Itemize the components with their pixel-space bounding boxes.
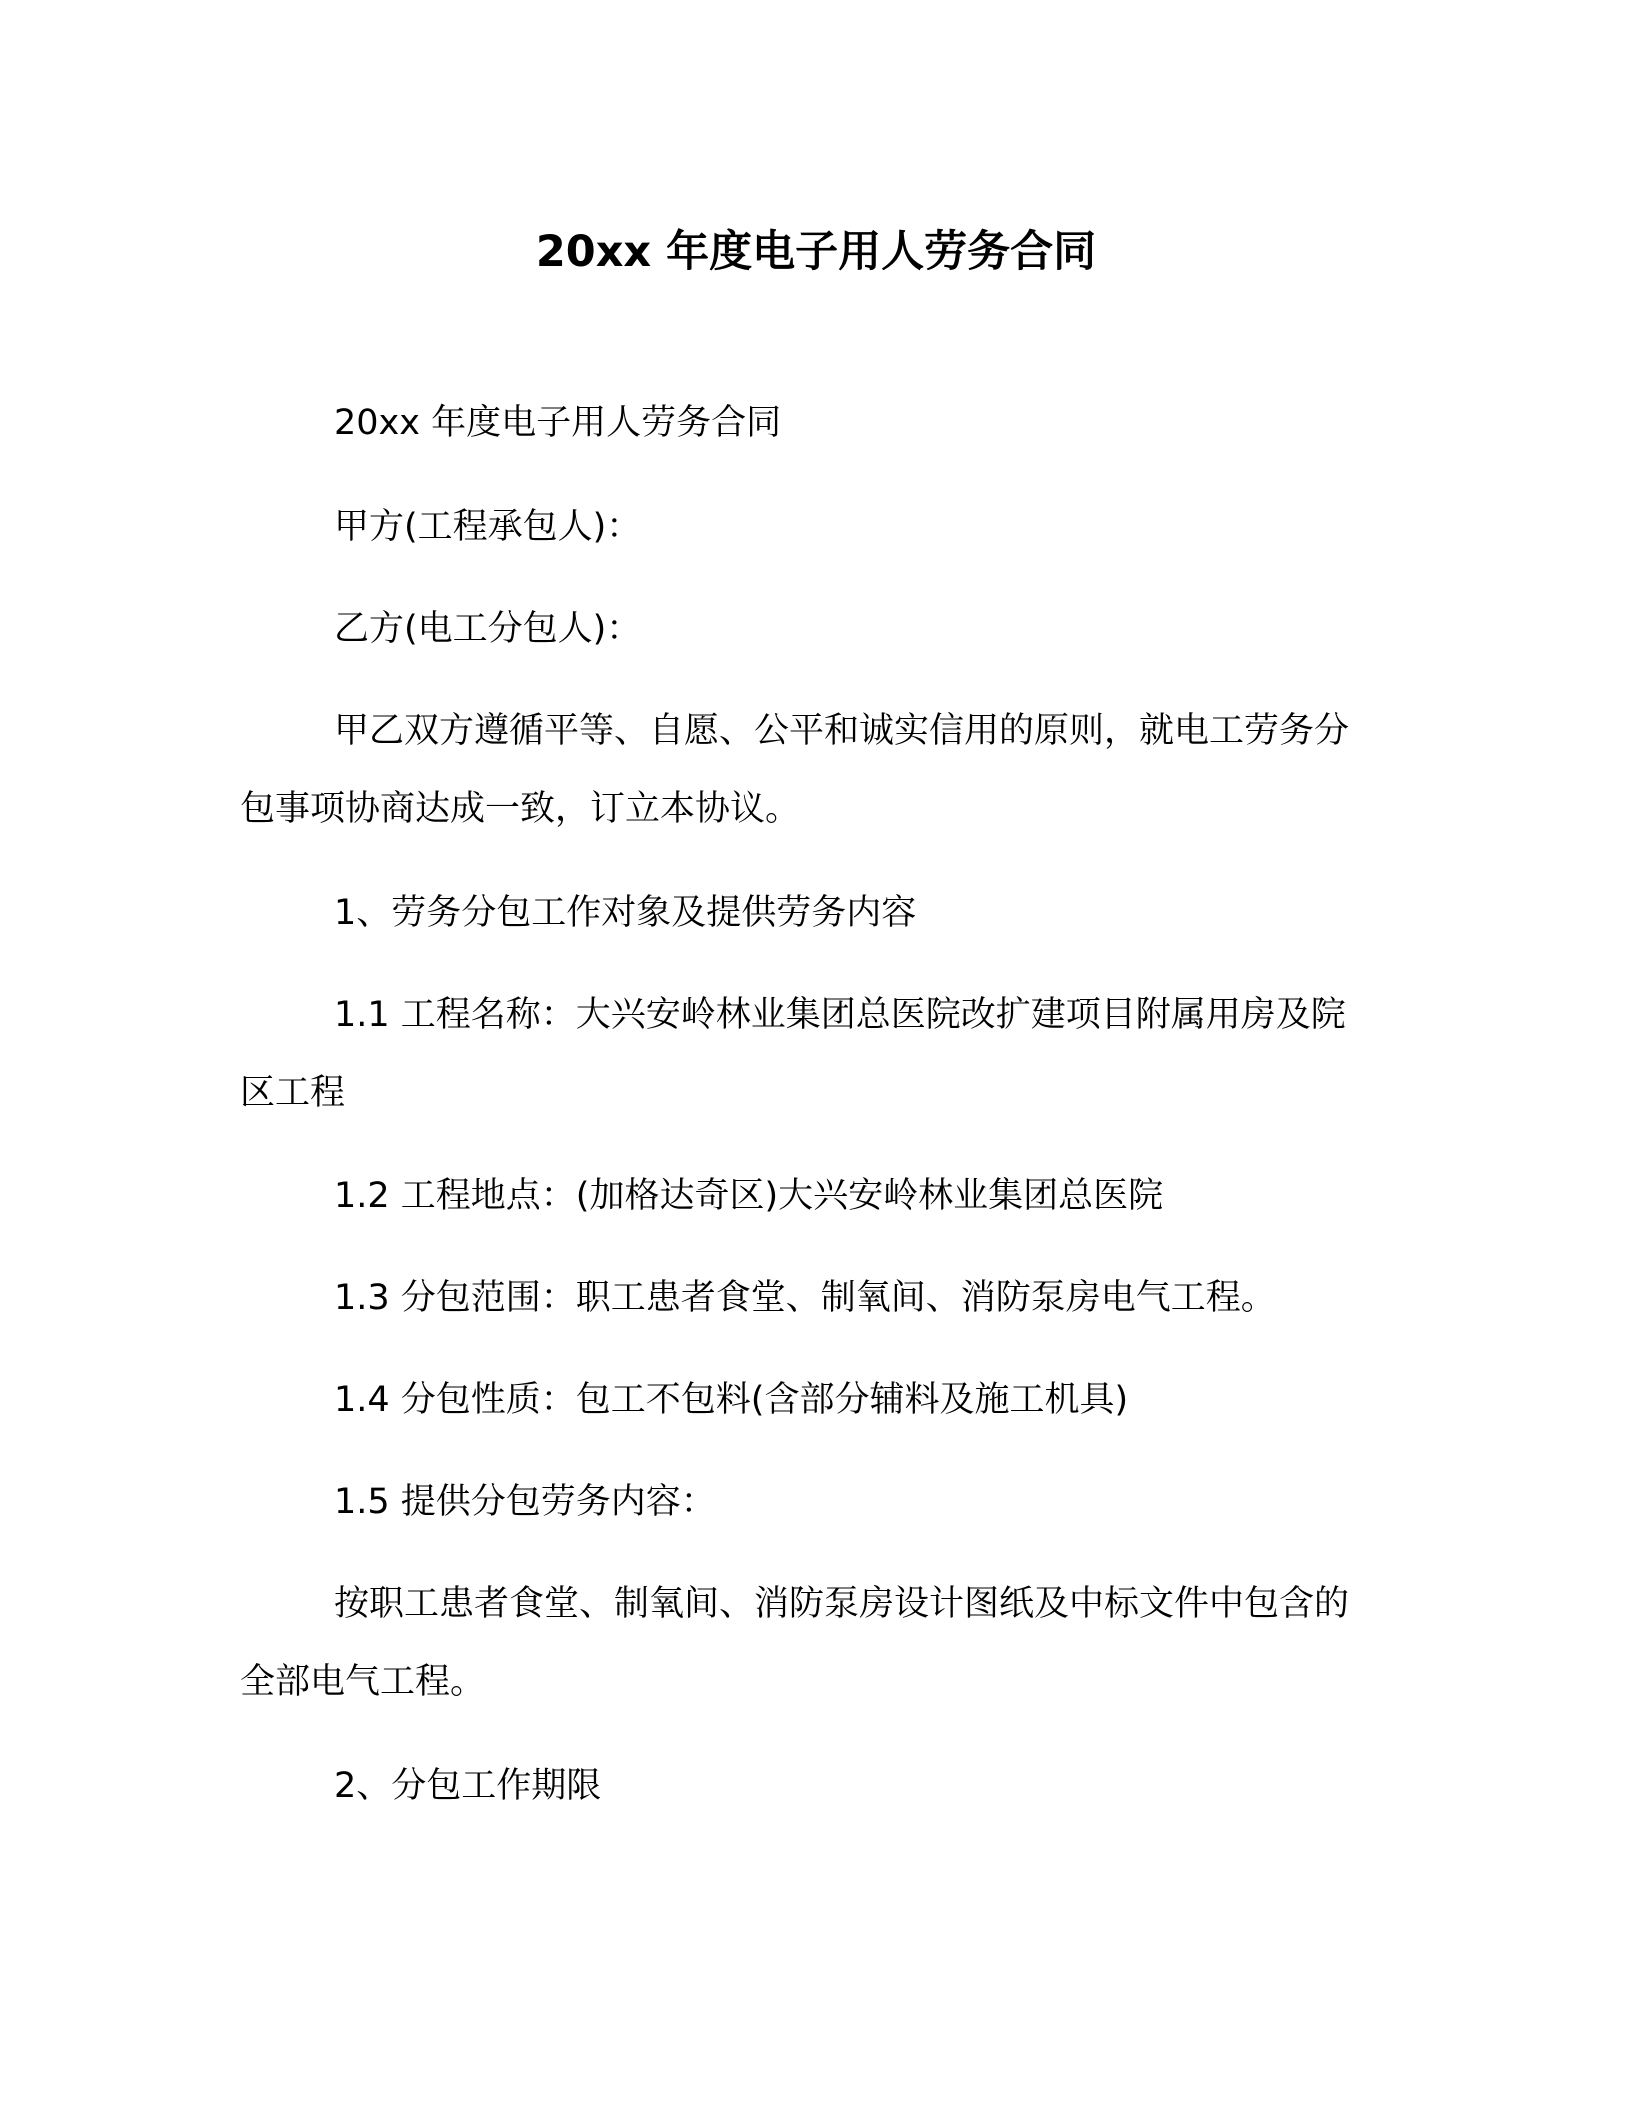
paragraph-contract-name: 20xx 年度电子用人劳务合同 [334,403,782,443]
document-title: 20xx 年度电子用人劳务合同 [535,227,1097,277]
clause-1-4: 1.4 分包性质：包工不包料(含部分辅料及施工机具) [334,1380,1129,1420]
paragraph-principles: 甲乙双方遵循平等、自愿、公平和诚实信用的原则，就电工劳务分包事项协商达成一致，订立本协议。 [240,711,1350,829]
clause-1-2: 1.2 工程地点：(加格达奇区)大兴安岭林业集团总医院 [334,1176,1164,1216]
clause-1-1: 1.1 工程名称：大兴安岭林业集团总医院改扩建项目附属用房及院区工程 [240,995,1346,1113]
clause-1-3: 1.3 分包范围：职工患者食堂、制氧间、消防泵房电气工程。 [334,1278,1276,1318]
paragraph-party-a: 甲方(工程承包人)： [334,507,642,547]
paragraph-party-b: 乙方(电工分包人)： [334,609,642,649]
paragraph-scope-detail: 按职工患者食堂、制氧间、消防泵房设计图纸及中标文件中包含的全部电气工程。 [240,1584,1350,1702]
section-heading-1: 1、劳务分包工作对象及提供劳务内容 [334,893,917,933]
clause-1-5: 1.5 提供分包劳务内容： [334,1482,716,1522]
section-heading-2: 2、分包工作期限 [334,1766,602,1806]
